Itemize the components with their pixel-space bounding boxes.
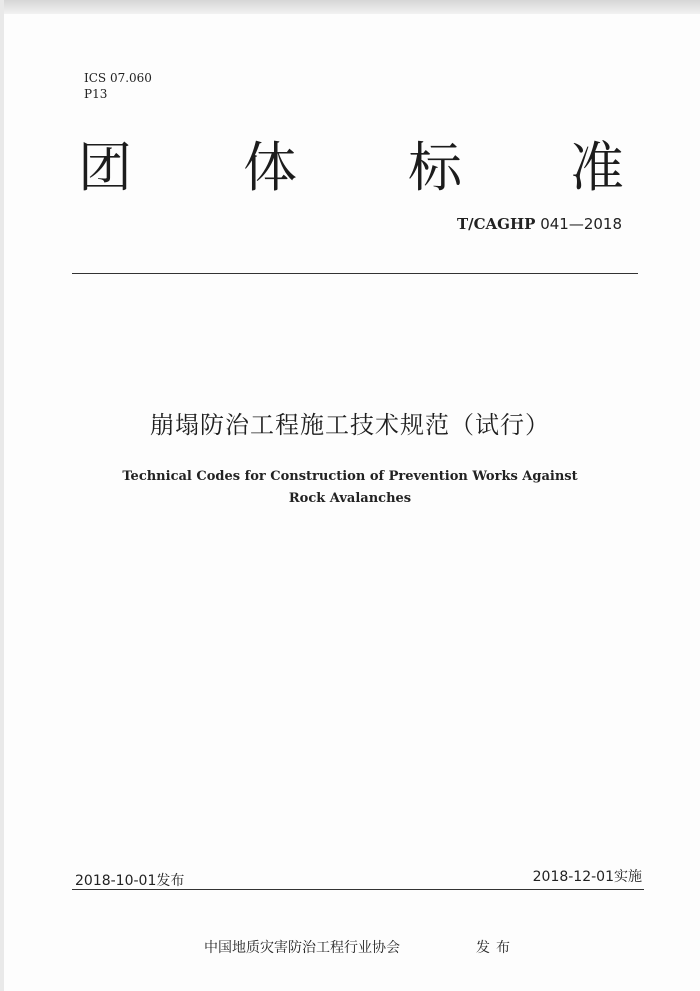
header-divider bbox=[72, 273, 638, 274]
heading-char-2: 体 bbox=[243, 136, 297, 199]
footer-divider bbox=[72, 889, 644, 890]
english-title: Technical Codes for Construction of Prevention Works Against Rock Avalanches bbox=[122, 469, 578, 506]
ccs-code: P13 bbox=[84, 87, 108, 101]
standard-code-prefix: T/CAGHP bbox=[456, 215, 536, 233]
publisher-name: 中国地质灾害防治工程行业协会 bbox=[204, 940, 400, 956]
heading-char-3: 标 bbox=[408, 136, 462, 199]
classification-block bbox=[84, 70, 152, 102]
standard-type-heading bbox=[78, 136, 638, 206]
chinese-title: 崩塌防治工程施工技术规范（试行） bbox=[150, 411, 550, 439]
heading-char-1: 团 bbox=[78, 136, 132, 199]
ics-code: ICS 07.060 bbox=[84, 71, 152, 85]
scan-edge-top bbox=[0, 0, 700, 14]
publish-label: 发布 bbox=[476, 940, 516, 956]
issue-date: 2018-10-01发布 bbox=[75, 873, 185, 889]
heading-char-4: 准 bbox=[570, 136, 624, 199]
implementation-date: 2018-12-01实施 bbox=[532, 869, 642, 885]
standard-code bbox=[457, 215, 622, 233]
standard-code-number: 041—2018 bbox=[535, 215, 622, 233]
scan-edge-left bbox=[0, 0, 4, 991]
